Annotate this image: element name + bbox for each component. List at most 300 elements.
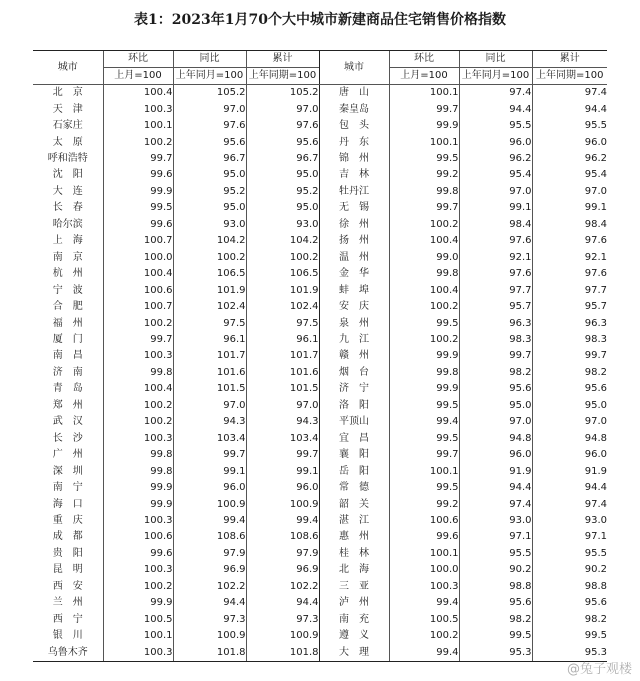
mom-right: 99.8 xyxy=(389,365,459,381)
city-right: 温 州 xyxy=(319,250,389,266)
mom-left: 100.2 xyxy=(103,134,173,150)
cum-right: 97.0 xyxy=(532,184,607,200)
mom-right: 99.9 xyxy=(389,348,459,364)
mom-right: 99.5 xyxy=(389,315,459,331)
table-row xyxy=(33,447,607,463)
mom-right: 100.0 xyxy=(389,562,459,578)
table-row xyxy=(33,250,607,266)
yoy-left: 101.5 xyxy=(173,381,246,397)
city-right: 襄 阳 xyxy=(319,447,389,463)
yoy-left: 99.7 xyxy=(173,447,246,463)
city-left: 厦 门 xyxy=(52,334,83,346)
cum-right: 99.7 xyxy=(532,348,607,364)
mom-right: 99.5 xyxy=(389,398,459,414)
city-left: 北 京 xyxy=(52,87,83,99)
cum-right: 95.5 xyxy=(532,546,607,562)
yoy-right: 98.2 xyxy=(459,365,532,381)
cum-right: 95.3 xyxy=(532,644,607,661)
city-right: 扬 州 xyxy=(319,233,389,249)
cum-right: 98.8 xyxy=(532,579,607,595)
cum-right: 91.9 xyxy=(532,463,607,479)
table-row xyxy=(33,118,607,134)
yoy-right: 96.0 xyxy=(459,134,532,150)
yoy-right: 99.7 xyxy=(459,348,532,364)
mom-right: 99.8 xyxy=(389,266,459,282)
yoy-right: 97.4 xyxy=(459,496,532,512)
yoy-left: 101.7 xyxy=(173,348,246,364)
mom-left: 99.6 xyxy=(103,217,173,233)
city-left: 宁 波 xyxy=(52,284,83,296)
table-row xyxy=(33,595,607,611)
table-row xyxy=(33,233,607,249)
yoy-right: 94.4 xyxy=(459,480,532,496)
cum-right: 95.6 xyxy=(532,595,607,611)
mom-left: 99.9 xyxy=(103,595,173,611)
mom-right: 99.5 xyxy=(389,480,459,496)
city-left: 银 川 xyxy=(52,630,83,642)
yoy-left: 96.1 xyxy=(173,332,246,348)
yoy-left: 100.9 xyxy=(173,496,246,512)
city-right: 锦 州 xyxy=(319,151,389,167)
table-row xyxy=(33,480,607,496)
yoy-left: 97.5 xyxy=(173,315,246,331)
mom-left: 100.2 xyxy=(103,414,173,430)
cum-left: 104.2 xyxy=(246,233,319,249)
city-right: 烟 台 xyxy=(319,365,389,381)
yoy-right: 97.7 xyxy=(459,282,532,298)
table-row xyxy=(33,381,607,397)
mom-right: 99.7 xyxy=(389,200,459,216)
yoy-right: 95.4 xyxy=(459,167,532,183)
cum-left: 100.2 xyxy=(246,250,319,266)
city-right: 北 海 xyxy=(319,562,389,578)
mom-right: 100.1 xyxy=(389,546,459,562)
cum-right: 94.8 xyxy=(532,431,607,447)
mom-left: 100.2 xyxy=(103,398,173,414)
cum-left: 101.6 xyxy=(246,365,319,381)
cum-right: 98.4 xyxy=(532,217,607,233)
cum-right: 97.6 xyxy=(532,266,607,282)
cum-left: 94.4 xyxy=(246,595,319,611)
table-row xyxy=(33,184,607,200)
table-row xyxy=(33,431,607,447)
cum-right: 93.0 xyxy=(532,513,607,529)
cum-right: 97.4 xyxy=(532,85,607,102)
table-row xyxy=(33,529,607,545)
city-left: 兰 州 xyxy=(52,597,83,609)
yoy-left: 99.1 xyxy=(173,463,246,479)
mom-right: 100.4 xyxy=(389,282,459,298)
table-row xyxy=(33,217,607,233)
table-row xyxy=(33,414,607,430)
cum-right: 95.6 xyxy=(532,381,607,397)
city-left: 呼和浩特 xyxy=(47,153,88,165)
city-right: 赣 州 xyxy=(319,348,389,364)
yoy-right: 95.0 xyxy=(459,398,532,414)
mom-right: 100.1 xyxy=(389,463,459,479)
city-left: 长 春 xyxy=(52,202,83,214)
mom-left: 100.3 xyxy=(103,562,173,578)
yoy-right: 97.6 xyxy=(459,233,532,249)
city-left: 杭 州 xyxy=(52,268,83,280)
cum-right: 97.6 xyxy=(532,233,607,249)
price-index-table xyxy=(33,50,607,662)
mom-left: 100.5 xyxy=(103,612,173,628)
city-right: 济 宁 xyxy=(319,381,389,397)
table-row xyxy=(33,579,607,595)
cum-right: 98.3 xyxy=(532,332,607,348)
city-left: 石家庄 xyxy=(52,120,83,132)
mom-right: 99.6 xyxy=(389,529,459,545)
cum-right: 99.5 xyxy=(532,628,607,644)
cum-left: 100.9 xyxy=(246,496,319,512)
cum-right: 97.4 xyxy=(532,496,607,512)
yoy-left: 95.6 xyxy=(173,134,246,150)
mom-left: 99.8 xyxy=(103,463,173,479)
yoy-left: 104.2 xyxy=(173,233,246,249)
mom-right: 99.4 xyxy=(389,595,459,611)
yoy-left: 96.7 xyxy=(173,151,246,167)
yoy-right: 95.5 xyxy=(459,546,532,562)
yoy-left: 100.2 xyxy=(173,250,246,266)
city-right: 安 庆 xyxy=(319,299,389,315)
city-right: 蚌 埠 xyxy=(319,282,389,298)
table-row xyxy=(33,562,607,578)
table-row xyxy=(33,332,607,348)
cum-right: 95.0 xyxy=(532,398,607,414)
cum-left: 103.4 xyxy=(246,431,319,447)
city-right: 吉 林 xyxy=(319,167,389,183)
city-left: 西 宁 xyxy=(52,613,83,625)
mom-left: 99.8 xyxy=(103,447,173,463)
city-right: 金 华 xyxy=(319,266,389,282)
cum-left: 95.0 xyxy=(246,167,319,183)
cum-left: 95.6 xyxy=(246,134,319,150)
yoy-left: 103.4 xyxy=(173,431,246,447)
cum-left: 108.6 xyxy=(246,529,319,545)
mom-right: 99.2 xyxy=(389,167,459,183)
yoy-right: 98.4 xyxy=(459,217,532,233)
yoy-right: 99.1 xyxy=(459,200,532,216)
mom-left: 99.6 xyxy=(103,546,173,562)
yoy-left: 108.6 xyxy=(173,529,246,545)
yoy-base-right: 上年同月=100 xyxy=(459,68,532,85)
mom-right: 99.0 xyxy=(389,250,459,266)
cum-right: 97.0 xyxy=(532,414,607,430)
mom-left: 100.2 xyxy=(103,579,173,595)
city-right: 丹 东 xyxy=(319,134,389,150)
cum-right: 94.4 xyxy=(532,101,607,117)
cum-right: 96.0 xyxy=(532,134,607,150)
yoy-right: 97.0 xyxy=(459,414,532,430)
mom-header-right: 环比 xyxy=(389,51,459,68)
city-right: 南 充 xyxy=(319,612,389,628)
mom-right: 100.2 xyxy=(389,299,459,315)
yoy-left: 97.0 xyxy=(173,101,246,117)
cum-right: 98.2 xyxy=(532,612,607,628)
table-row xyxy=(33,348,607,364)
table-row xyxy=(33,365,607,381)
yoy-left: 96.0 xyxy=(173,480,246,496)
city-left: 天 津 xyxy=(52,103,83,115)
cum-right: 96.0 xyxy=(532,447,607,463)
mom-right: 99.7 xyxy=(389,447,459,463)
mom-right: 100.2 xyxy=(389,332,459,348)
yoy-right: 97.1 xyxy=(459,529,532,545)
city-left: 郑 州 xyxy=(52,399,83,411)
yoy-left: 97.6 xyxy=(173,118,246,134)
mom-left: 99.6 xyxy=(103,167,173,183)
mom-left: 99.8 xyxy=(103,365,173,381)
yoy-header-left: 同比 xyxy=(173,51,246,68)
table-row xyxy=(33,612,607,628)
mom-left: 100.4 xyxy=(103,85,173,102)
yoy-right: 96.0 xyxy=(459,447,532,463)
yoy-right: 94.4 xyxy=(459,101,532,117)
cum-left: 102.2 xyxy=(246,579,319,595)
mom-right: 99.8 xyxy=(389,184,459,200)
cum-right: 98.2 xyxy=(532,365,607,381)
header-row xyxy=(33,51,607,68)
city-right: 牡丹江 xyxy=(319,184,389,200)
cum-left: 93.0 xyxy=(246,217,319,233)
mom-left: 100.7 xyxy=(103,233,173,249)
city-right: 秦皇岛 xyxy=(319,101,389,117)
mom-right: 99.2 xyxy=(389,496,459,512)
city-left: 深 圳 xyxy=(52,465,83,477)
city-right: 遵 义 xyxy=(319,628,389,644)
city-left: 合 肥 xyxy=(52,301,83,313)
city-left: 上 海 xyxy=(52,235,83,247)
city-right: 桂 林 xyxy=(319,546,389,562)
table-row xyxy=(33,513,607,529)
city-left: 沈 阳 xyxy=(52,169,83,181)
city-right: 常 德 xyxy=(319,480,389,496)
city-right: 泉 州 xyxy=(319,315,389,331)
yoy-right: 99.5 xyxy=(459,628,532,644)
cum-left: 100.9 xyxy=(246,628,319,644)
cum-left: 97.0 xyxy=(246,101,319,117)
city-left: 南 昌 xyxy=(52,350,83,362)
city-left: 南 宁 xyxy=(52,482,83,494)
yoy-left: 96.9 xyxy=(173,562,246,578)
city-left: 南 京 xyxy=(52,251,83,263)
cum-right: 99.1 xyxy=(532,200,607,216)
cum-left: 99.4 xyxy=(246,513,319,529)
mom-right: 100.5 xyxy=(389,612,459,628)
mom-right: 99.9 xyxy=(389,381,459,397)
city-left: 太 原 xyxy=(52,136,83,148)
cum-right: 95.4 xyxy=(532,167,607,183)
table-row xyxy=(33,546,607,562)
yoy-right: 98.3 xyxy=(459,332,532,348)
cum-right: 92.1 xyxy=(532,250,607,266)
cum-left: 102.4 xyxy=(246,299,319,315)
cum-left: 101.7 xyxy=(246,348,319,364)
mom-right: 99.4 xyxy=(389,414,459,430)
cum-left: 99.1 xyxy=(246,463,319,479)
yoy-left: 97.3 xyxy=(173,612,246,628)
mom-left: 99.9 xyxy=(103,496,173,512)
mom-left: 100.2 xyxy=(103,315,173,331)
mom-left: 100.3 xyxy=(103,513,173,529)
table-row xyxy=(33,200,607,216)
mom-left: 99.7 xyxy=(103,151,173,167)
city-header-left: 城市 xyxy=(33,51,103,85)
mom-right: 100.1 xyxy=(389,85,459,102)
yoy-left: 95.0 xyxy=(173,200,246,216)
table-row xyxy=(33,315,607,331)
mom-base-left: 上月=100 xyxy=(103,68,173,85)
city-left: 武 汉 xyxy=(52,416,83,428)
city-header-right: 城市 xyxy=(319,51,389,85)
table-row xyxy=(33,151,607,167)
table-row xyxy=(33,496,607,512)
mom-left: 100.4 xyxy=(103,381,173,397)
city-left: 西 安 xyxy=(52,580,83,592)
mom-left: 100.1 xyxy=(103,118,173,134)
cum-left: 106.5 xyxy=(246,266,319,282)
table-row xyxy=(33,282,607,298)
cum-left: 96.0 xyxy=(246,480,319,496)
table-row xyxy=(33,644,607,661)
table-row xyxy=(33,628,607,644)
watermark: @兔子观楼 xyxy=(566,662,632,677)
cum-header-right: 累计 xyxy=(532,51,607,68)
table-row xyxy=(33,266,607,282)
mom-left: 99.5 xyxy=(103,200,173,216)
yoy-left: 94.3 xyxy=(173,414,246,430)
city-left: 重 庆 xyxy=(52,515,83,526)
yoy-right: 94.8 xyxy=(459,431,532,447)
mom-right: 100.6 xyxy=(389,513,459,529)
mom-right: 100.2 xyxy=(389,628,459,644)
yoy-left: 97.0 xyxy=(173,398,246,414)
yoy-right: 97.6 xyxy=(459,266,532,282)
city-right: 平顶山 xyxy=(319,414,389,430)
yoy-right: 95.5 xyxy=(459,118,532,134)
mom-left: 100.3 xyxy=(103,644,173,661)
mom-left: 99.9 xyxy=(103,480,173,496)
city-right: 岳 阳 xyxy=(319,463,389,479)
city-right: 泸 州 xyxy=(319,595,389,611)
city-left: 大 连 xyxy=(52,185,83,197)
yoy-left: 101.8 xyxy=(173,644,246,661)
yoy-left: 100.9 xyxy=(173,628,246,644)
city-left: 贵 阳 xyxy=(52,547,83,559)
table-row xyxy=(33,398,607,414)
cum-base-right: 上年同期=100 xyxy=(532,68,607,85)
table-row xyxy=(33,167,607,183)
cum-right: 96.3 xyxy=(532,315,607,331)
mom-left: 100.1 xyxy=(103,628,173,644)
mom-right: 99.5 xyxy=(389,151,459,167)
yoy-right: 96.2 xyxy=(459,151,532,167)
cum-left: 95.2 xyxy=(246,184,319,200)
yoy-left: 102.2 xyxy=(173,579,246,595)
city-left: 哈尔滨 xyxy=(52,218,83,230)
city-right: 宜 昌 xyxy=(319,431,389,447)
mom-right: 100.4 xyxy=(389,233,459,249)
city-left: 成 都 xyxy=(52,531,83,543)
cum-left: 97.5 xyxy=(246,315,319,331)
city-left: 乌鲁木齐 xyxy=(33,644,103,661)
city-left: 济 南 xyxy=(52,366,83,378)
city-right: 惠 州 xyxy=(319,529,389,545)
mom-left: 100.6 xyxy=(103,529,173,545)
cum-left: 105.2 xyxy=(246,85,319,102)
table-row xyxy=(33,134,607,150)
yoy-right: 90.2 xyxy=(459,562,532,578)
cum-left: 99.7 xyxy=(246,447,319,463)
city-left: 海 口 xyxy=(52,498,83,510)
mom-right: 99.4 xyxy=(389,644,459,661)
yoy-right: 95.6 xyxy=(459,595,532,611)
cum-left: 101.9 xyxy=(246,282,319,298)
mom-right: 99.5 xyxy=(389,431,459,447)
cum-left: 96.1 xyxy=(246,332,319,348)
cum-left: 96.9 xyxy=(246,562,319,578)
city-left: 广 州 xyxy=(52,449,83,461)
mom-left: 100.4 xyxy=(103,266,173,282)
yoy-left: 106.5 xyxy=(173,266,246,282)
cum-left: 101.8 xyxy=(246,644,319,661)
cum-left: 97.3 xyxy=(246,612,319,628)
yoy-left: 105.2 xyxy=(173,85,246,102)
city-right: 三 亚 xyxy=(319,579,389,595)
cum-base-left: 上年同期=100 xyxy=(246,68,319,85)
mom-base-right: 上月=100 xyxy=(389,68,459,85)
mom-right: 100.3 xyxy=(389,579,459,595)
cum-left: 96.7 xyxy=(246,151,319,167)
city-left: 福 州 xyxy=(52,317,83,329)
cum-left: 95.0 xyxy=(246,200,319,216)
mom-left: 99.9 xyxy=(103,184,173,200)
city-right: 洛 阳 xyxy=(319,398,389,414)
yoy-left: 97.9 xyxy=(173,546,246,562)
mom-right: 99.7 xyxy=(389,101,459,117)
cum-left: 94.3 xyxy=(246,414,319,430)
cum-left: 97.9 xyxy=(246,546,319,562)
mom-left: 100.0 xyxy=(103,250,173,266)
yoy-base-left: 上年同月=100 xyxy=(173,68,246,85)
city-right: 大 理 xyxy=(319,644,389,661)
yoy-left: 95.0 xyxy=(173,167,246,183)
city-right: 唐 山 xyxy=(319,85,389,102)
cum-right: 97.7 xyxy=(532,282,607,298)
yoy-right: 98.2 xyxy=(459,612,532,628)
table-row xyxy=(33,299,607,315)
cum-right: 97.1 xyxy=(532,529,607,545)
yoy-right: 97.0 xyxy=(459,184,532,200)
table-row xyxy=(33,85,607,102)
yoy-right: 95.6 xyxy=(459,381,532,397)
cum-right: 96.2 xyxy=(532,151,607,167)
mom-left: 100.3 xyxy=(103,348,173,364)
yoy-right: 93.0 xyxy=(459,513,532,529)
mom-header-left: 环比 xyxy=(103,51,173,68)
city-right: 无 锡 xyxy=(319,200,389,216)
cum-header-left: 累计 xyxy=(246,51,319,68)
mom-right: 99.9 xyxy=(389,118,459,134)
yoy-left: 94.4 xyxy=(173,595,246,611)
table-title: 表1：2023年1月70个大中城市新建商品住宅销售价格指数 xyxy=(134,12,506,28)
table-row xyxy=(33,463,607,479)
yoy-left: 99.4 xyxy=(173,513,246,529)
yoy-right: 95.3 xyxy=(459,644,532,661)
table-row xyxy=(33,101,607,117)
yoy-left: 101.9 xyxy=(173,282,246,298)
